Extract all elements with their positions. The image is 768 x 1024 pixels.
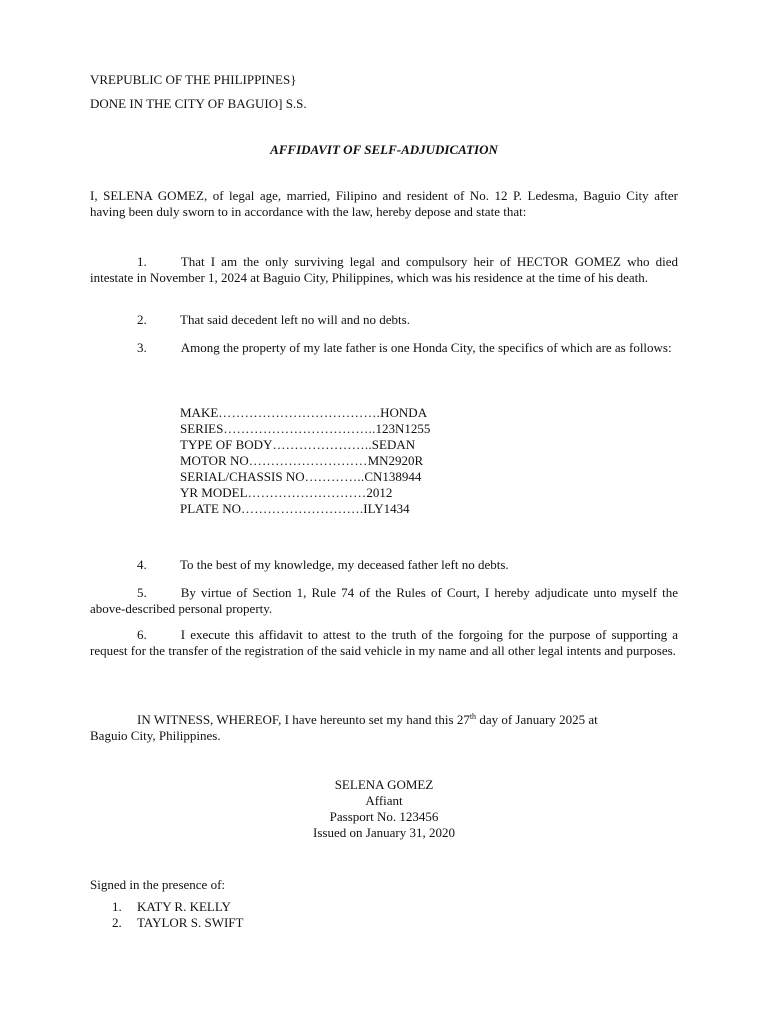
spec-label: PLATE NO	[180, 501, 242, 516]
paragraph-5	[90, 585, 678, 617]
witness-text-after: day of January 2025 at	[476, 712, 598, 727]
spec-value: 2012	[366, 485, 393, 500]
paragraph-4-text: To the best of my knowledge, my deceased father left no debts.	[180, 557, 509, 572]
spec-label: MAKE	[180, 405, 219, 420]
spec-leader-dots: ……………………………….	[218, 405, 381, 420]
paragraph-number: 3.	[137, 340, 147, 355]
paragraph-1	[90, 254, 678, 286]
witness-number: 1.	[112, 899, 122, 914]
paragraph-text: Among the property of my late father is one Honda City, the specifics of which are as follows:	[180, 340, 672, 355]
spec-label: TYPE OF BODY	[180, 437, 273, 452]
affiant-role: Affiant	[365, 793, 403, 808]
paragraph-number: 1.	[137, 254, 147, 269]
spec-value: 123N1255	[375, 421, 431, 436]
witness-text-before: IN WITNESS, WHEREOF, I have hereunto set my hand this 27	[137, 712, 470, 727]
spec-value: SEDAN	[371, 437, 416, 452]
paragraph-2-number: 2.	[137, 312, 147, 327]
spec-value: ILY1434	[363, 501, 410, 516]
spec-label: MOTOR NO	[180, 453, 249, 468]
paragraph-text: I execute this affidavit to attest to the truth of the forgoing for the purpose of supporting a request for the transfer of the registration of the said vehicle in my name and all other legal intents and purposes.	[90, 627, 678, 658]
spec-label: SERIAL/CHASSIS NO	[180, 469, 305, 484]
header-republic: VREPUBLIC OF THE PHILIPPINES}	[90, 72, 297, 87]
paragraph-2-text: That said decedent left no will and no debts.	[180, 312, 410, 327]
spec-row-yr-model	[180, 485, 510, 501]
witness-name: TAYLOR S. SWIFT	[137, 915, 244, 930]
paragraph-6	[90, 627, 678, 659]
spec-leader-dots: …………………..	[272, 437, 372, 452]
witness-name: KATY R. KELLY	[137, 899, 231, 914]
spec-value: CN138944	[364, 469, 422, 484]
spec-row-type-of-body	[180, 437, 510, 453]
spec-leader-dots: ………………………	[248, 453, 368, 468]
paragraph-3	[90, 340, 678, 356]
document-title: AFFIDAVIT OF SELF-ADJUDICATION	[270, 142, 498, 157]
spec-row-serial-chassis	[180, 469, 510, 485]
spec-leader-dots: …………..	[304, 469, 365, 484]
affiant-issued: Issued on January 31, 2020	[313, 825, 455, 840]
spec-row-motor-no	[180, 453, 510, 469]
spec-row-make	[180, 405, 510, 421]
paragraph-text: By virtue of Section 1, Rule 74 of the Rules of Court, I hereby adjudicate unto myself the above-described personal property.	[90, 585, 678, 616]
paragraph-number: 6.	[137, 627, 147, 642]
header-venue: DONE IN THE CITY OF BAGUIO] S.S.	[90, 96, 307, 111]
witness-number: 2.	[112, 915, 122, 930]
spec-row-plate-no	[180, 501, 510, 517]
paragraph-4-number: 4.	[137, 557, 147, 572]
spec-value: MN2920R	[367, 453, 424, 468]
witness-clause	[90, 712, 678, 728]
paragraph-text: That I am the only surviving legal and compulsory heir of HECTOR GOMEZ who died intestate in November 1, 2024 at Baguio City, Philippines, which was his residence at the time of his death.	[90, 254, 678, 285]
spec-leader-dots: ……………………………..	[223, 421, 376, 436]
ordinal-suffix: th	[469, 712, 477, 721]
affiant-name: SELENA GOMEZ	[334, 777, 434, 792]
spec-leader-dots: ………………………	[247, 485, 367, 500]
intro-paragraph: I, SELENA GOMEZ, of legal age, married, Filipino and resident of No. 12 P. Ledesma, Baguio City after having been duly sworn to in accordance with the law, hereby depose and state that:	[90, 188, 678, 219]
spec-row-series	[180, 421, 510, 437]
spec-value: HONDA	[380, 405, 428, 420]
spec-leader-dots: ……………………….	[241, 501, 364, 516]
spec-label: SERIES	[180, 421, 224, 436]
signed-presence-label: Signed in the presence of:	[90, 877, 226, 892]
spec-label: YR MODEL	[180, 485, 248, 500]
affiant-passport: Passport No. 123456	[329, 809, 439, 824]
paragraph-number: 5.	[137, 585, 147, 600]
witness-place: Baguio City, Philippines.	[90, 728, 221, 743]
